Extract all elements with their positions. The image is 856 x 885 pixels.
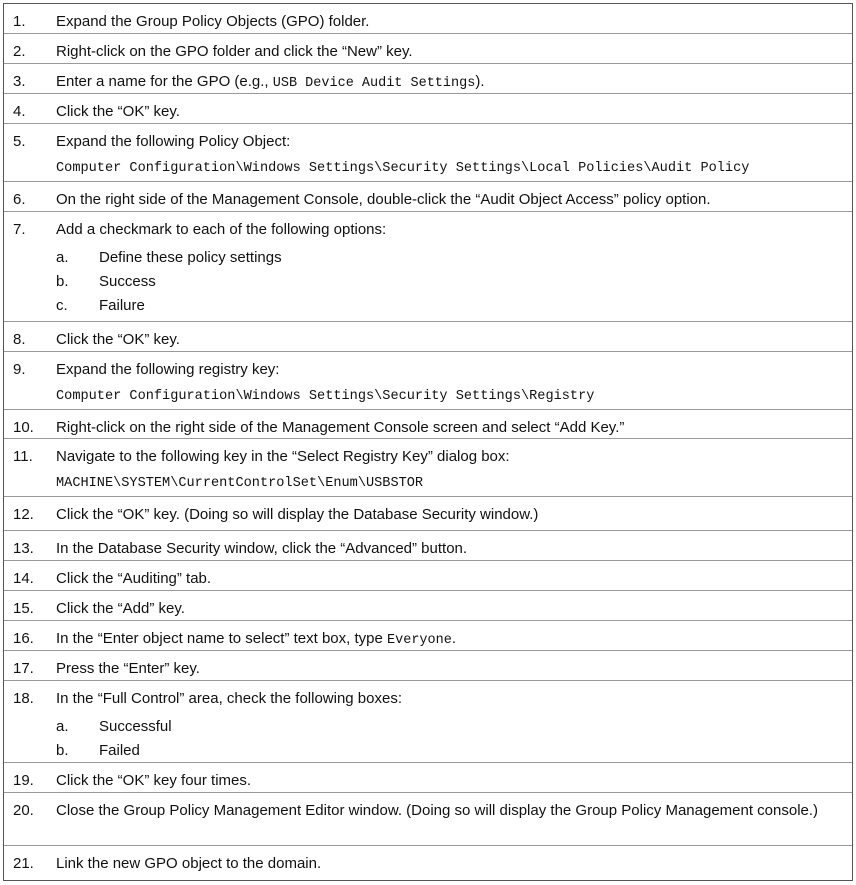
step-text: Expand the Group Policy Objects (GPO) folder. (56, 13, 370, 30)
step-number: 2. (13, 43, 26, 60)
step-text (56, 71, 840, 95)
subitem-label: b. (56, 273, 69, 290)
step-row (4, 4, 852, 33)
step-row (4, 680, 852, 763)
step-row (4, 93, 852, 124)
step-number: 11. (13, 448, 33, 465)
policy-path: Computer Configuration\Windows Settings\Security Settings\Local Policies\Audit Policy (56, 161, 750, 176)
step-text-before: Enter a name for the GPO (e.g., (56, 73, 273, 90)
step-number: 16. (13, 630, 34, 647)
subitem-label: a. (56, 718, 69, 735)
subitem-label: a. (56, 249, 69, 266)
step-row (4, 438, 852, 497)
step-code: USB Device Audit Settings (272, 76, 476, 91)
step-number: 21. (13, 855, 34, 872)
registry-key-path: MACHINE\SYSTEM\CurrentControlSet\Enum\USBSTOR (56, 476, 424, 491)
step-number: 8. (13, 331, 26, 348)
subitem-text: Failure (99, 297, 145, 314)
step-row (4, 123, 852, 182)
step-text: Add a checkmark to each of the following options: (56, 221, 387, 238)
step-row (4, 530, 852, 561)
subitem-text: Successful (99, 718, 172, 735)
step-number: 14. (13, 570, 34, 587)
step-number: 9. (13, 361, 26, 378)
step-text: In the Database Security window, click the “Advanced” button. (56, 540, 468, 557)
step-row (4, 560, 852, 591)
step-text: Click the “OK” key. (Doing so will display the Database Security window.) (56, 506, 539, 523)
step-number: 4. (13, 103, 26, 120)
step-row (4, 351, 852, 410)
step-row (4, 321, 852, 352)
step-row (4, 762, 852, 793)
step-number: 15. (13, 600, 34, 617)
step-number: 6. (13, 191, 26, 208)
step-text: Click the “Auditing” tab. (56, 570, 212, 587)
step-number: 19. (13, 772, 34, 789)
step-number: 1. (13, 13, 26, 30)
step-number: 20. (13, 802, 34, 819)
subitem-label: b. (56, 742, 69, 759)
step-text: Press the “Enter” key. (56, 660, 200, 677)
step-number: 13. (13, 540, 34, 557)
step-row (4, 590, 852, 621)
step-row (4, 620, 852, 651)
instructions-table (3, 3, 853, 881)
step-text: Expand the following registry key: (56, 361, 280, 378)
step-text (56, 628, 840, 652)
step-number: 5. (13, 133, 26, 150)
step-text: Click the “Add” key. (56, 600, 185, 617)
step-text: Close the Group Policy Management Editor window. (Doing so will display the Group Policy Management console.) (56, 802, 819, 819)
step-number: 10. (13, 419, 34, 436)
step-text: On the right side of the Management Console, double-click the “Audit Object Access” policy option. (56, 191, 711, 208)
step-text-after: ). (475, 73, 485, 90)
step-text: Click the “OK” key. (56, 331, 180, 348)
subitem-label: c. (56, 297, 68, 314)
step-number: 7. (13, 221, 26, 238)
step-row (4, 211, 852, 322)
step-text: Link the new GPO object to the domain. (56, 855, 322, 872)
step-text: Right-click on the GPO folder and click the “New” key. (56, 43, 413, 60)
step-row (4, 845, 852, 881)
step-number: 12. (13, 506, 34, 523)
step-text-before: In the “Enter object name to select” text box, type (56, 630, 388, 647)
registry-path: Computer Configuration\Windows Settings\Security Settings\Registry (56, 389, 595, 404)
subitem-text: Define these policy settings (99, 249, 282, 266)
step-code: Everyone (387, 633, 452, 648)
step-number: 17. (13, 660, 34, 677)
step-row (4, 409, 852, 439)
step-text: Navigate to the following key in the “Select Registry Key” dialog box: (56, 448, 510, 465)
step-text: Click the “OK” key. (56, 103, 180, 120)
step-text: Right-click on the right side of the Management Console screen and select “Add Key.” (56, 419, 625, 436)
subitem-text: Success (99, 273, 156, 290)
step-row (4, 181, 852, 212)
step-row (4, 496, 852, 531)
step-text: Expand the following Policy Object: (56, 133, 291, 150)
step-row (4, 792, 852, 846)
subitem-text: Failed (99, 742, 140, 759)
step-row (4, 33, 852, 64)
step-number: 3. (13, 73, 26, 90)
step-row (4, 650, 852, 681)
step-text-after: . (451, 630, 456, 647)
step-row (4, 63, 852, 94)
step-text: Click the “OK” key four times. (56, 772, 252, 789)
step-text: In the “Full Control” area, check the following boxes: (56, 690, 403, 707)
step-number: 18. (13, 690, 34, 707)
